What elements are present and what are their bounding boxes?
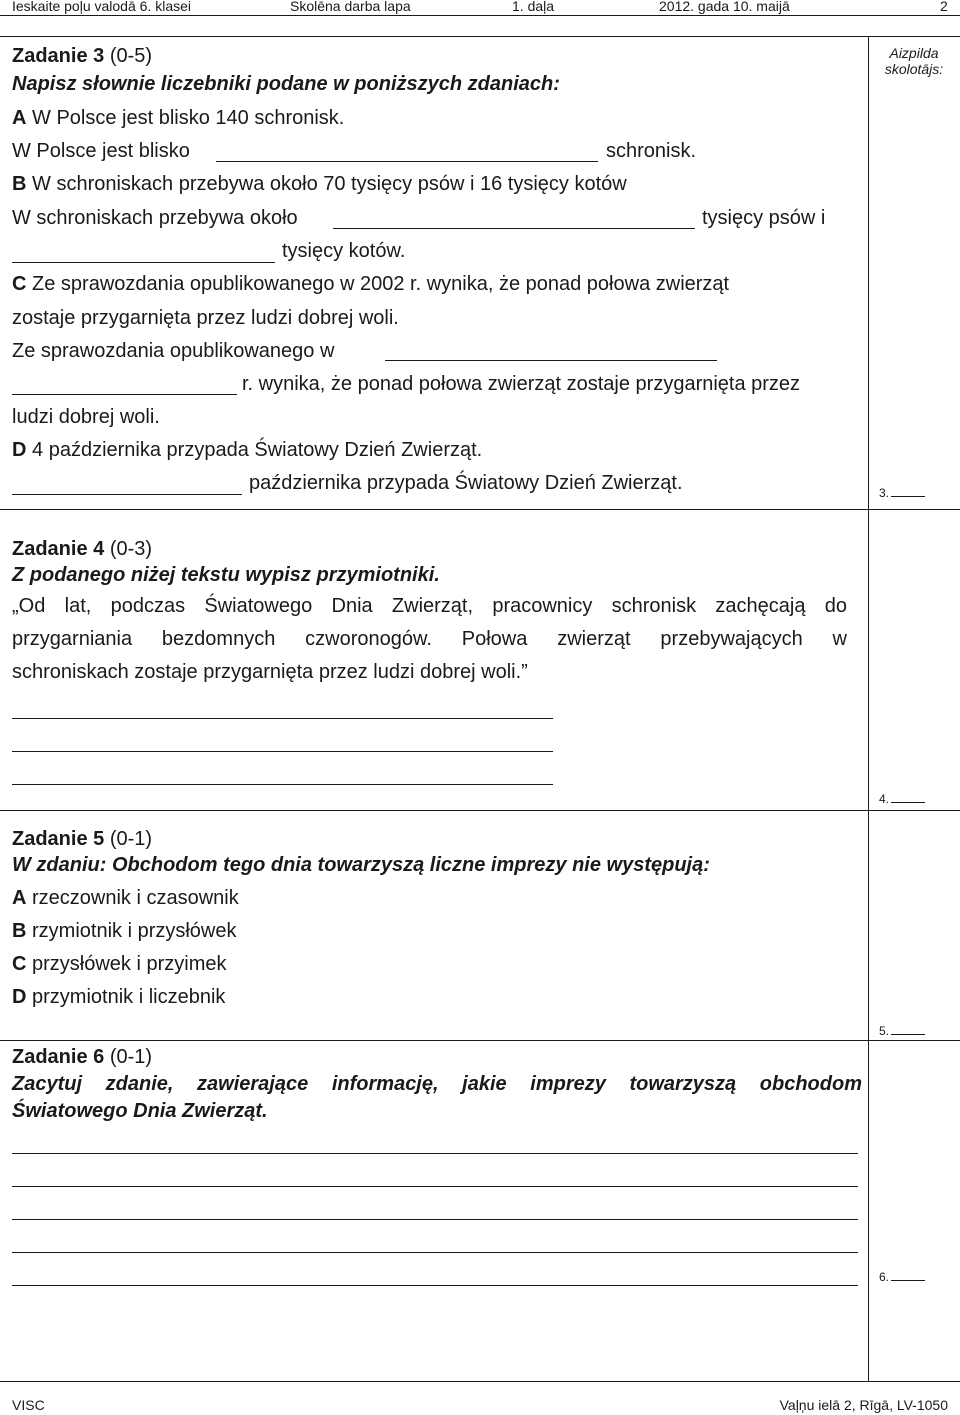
task3-c-fill-after-2: ludzi dobrej woli. bbox=[12, 406, 160, 428]
task3-item-b: B W schroniskach przebywa około 70 tysięcy psów i 16 tysięcy kotów bbox=[12, 173, 627, 195]
task3-d-answer-line[interactable] bbox=[12, 494, 242, 495]
task3-b-answer-line-1[interactable] bbox=[333, 228, 695, 229]
task4-separator bbox=[0, 810, 960, 811]
task6-answer-line-5[interactable] bbox=[12, 1285, 858, 1286]
task3-title: Zadanie 3 bbox=[12, 45, 105, 67]
task5-points: (0-1) bbox=[109, 828, 153, 850]
footer-rule bbox=[0, 1381, 960, 1382]
task6-points: (0-1) bbox=[109, 1046, 153, 1068]
task4-answer-line-2[interactable] bbox=[12, 751, 553, 752]
task4-text-line3: schroniskach zostaje przygarnięta przez ludzi dobrej woli.” bbox=[12, 661, 528, 683]
teacher-box-label bbox=[878, 45, 950, 77]
task6-score: 6. bbox=[879, 1268, 925, 1284]
teacher-box-line2: skolotājs: bbox=[884, 61, 944, 77]
task5-heading bbox=[12, 827, 152, 851]
header-date: 2012. gada 10. maijā bbox=[659, 0, 790, 14]
task3-c-text-2: zostaje przygarnięta przez ludzi dobrej woli. bbox=[12, 307, 399, 329]
header-booklet: Skolēna darba lapa bbox=[290, 0, 411, 14]
task4-answer-line-3[interactable] bbox=[12, 784, 553, 785]
task6-instruction-1: Zacytuj zdanie, zawierające informację, jakie imprezy towarzyszą obchodom bbox=[12, 1073, 862, 1095]
task5-option-b[interactable]: B rzymiotnik i przysłówek bbox=[12, 920, 237, 942]
task5-separator bbox=[0, 1040, 960, 1041]
task3-separator bbox=[0, 509, 960, 510]
task3-score-field[interactable] bbox=[891, 484, 925, 497]
teacher-box-line1: Aizpilda bbox=[889, 45, 939, 61]
task6-title: Zadanie 6 bbox=[12, 1046, 105, 1068]
task5-instruction: W zdaniu: Obchodom tego dnia towarzyszą liczne imprezy nie występują: bbox=[12, 854, 710, 876]
header-page-number: 2 bbox=[940, 0, 948, 14]
task4-instruction: Z podanego niżej tekstu wypisz przymiotniki. bbox=[12, 564, 440, 586]
footer-org: VISC bbox=[12, 1397, 45, 1413]
task3-a-answer-line[interactable] bbox=[216, 161, 598, 162]
task5-score-field[interactable] bbox=[891, 1022, 925, 1035]
task6-answer-line-1[interactable] bbox=[12, 1153, 858, 1154]
header-subject: Ieskaite poļu valodā 6. klasei bbox=[12, 0, 191, 14]
task6-score-field[interactable] bbox=[891, 1268, 925, 1281]
content-top-rule bbox=[0, 36, 960, 37]
task3-heading bbox=[12, 44, 152, 68]
task5-option-d[interactable]: D przymiotnik i liczebnik bbox=[12, 986, 226, 1008]
task4-score: 4. bbox=[879, 790, 925, 806]
task3-item-a: A W Polsce jest blisko 140 schronisk. bbox=[12, 107, 345, 129]
task6-instruction-2: Światowego Dnia Zwierząt. bbox=[12, 1100, 268, 1122]
task6-answer-line-2[interactable] bbox=[12, 1186, 858, 1187]
header-part: 1. daļa bbox=[512, 0, 555, 14]
task3-points: (0-5) bbox=[109, 45, 153, 67]
task3-a-fill-after: schronisk. bbox=[606, 140, 697, 162]
task3-a-fill-before: W Polsce jest blisko bbox=[12, 140, 190, 162]
task4-text-line2: przygarniania bezdomnych czworonogów. Połowa zwierząt przebywających w bbox=[12, 628, 847, 650]
task5-title: Zadanie 5 bbox=[12, 828, 105, 850]
task4-score-field[interactable] bbox=[891, 790, 925, 803]
task3-b-answer-line-2[interactable] bbox=[12, 262, 275, 263]
task5-score: 5. bbox=[879, 1022, 925, 1038]
task6-answer-line-4[interactable] bbox=[12, 1252, 858, 1253]
task3-instruction: Napisz słownie liczebniki podane w poniższych zdaniach: bbox=[12, 73, 560, 95]
task5-option-c[interactable]: C przysłówek i przyimek bbox=[12, 953, 227, 975]
task3-b-fill-mid: tysięcy psów i bbox=[702, 207, 826, 229]
footer-address: Vaļņu ielā 2, Rīgā, LV-1050 bbox=[779, 1397, 948, 1413]
task3-b-fill-before: W schroniskach przebywa około bbox=[12, 207, 298, 229]
task6-answer-line-3[interactable] bbox=[12, 1219, 858, 1220]
task3-item-c: C Ze sprawozdania opublikowanego w 2002 r. wynika, że ponad połowa zwierząt bbox=[12, 273, 730, 295]
task3-score: 3. bbox=[879, 484, 925, 500]
task6-heading bbox=[12, 1045, 152, 1069]
task5-option-a[interactable]: A rzeczownik i czasownik bbox=[12, 887, 239, 909]
header-rule bbox=[0, 15, 960, 16]
task4-heading bbox=[12, 537, 152, 561]
task3-c-answer-line-1[interactable] bbox=[385, 360, 717, 361]
task3-c-fill-before: Ze sprawozdania opublikowanego w bbox=[12, 340, 335, 362]
task3-c-fill-after-1: r. wynika, że ponad połowa zwierząt zostaje przygarnięta przez bbox=[242, 373, 801, 395]
task4-points: (0-3) bbox=[109, 538, 153, 560]
task4-title: Zadanie 4 bbox=[12, 538, 105, 560]
task3-c-answer-line-2[interactable] bbox=[12, 394, 237, 395]
task3-d-fill-after: października przypada Światowy Dzień Zwierząt. bbox=[249, 472, 683, 494]
teacher-column-divider bbox=[868, 37, 869, 1381]
task3-item-d: D 4 października przypada Światowy Dzień Zwierząt. bbox=[12, 439, 483, 461]
task4-answer-line-1[interactable] bbox=[12, 718, 553, 719]
task4-text-line1: „Od lat, podczas Światowego Dnia Zwierząt, pracownicy schronisk zachęcają do bbox=[12, 595, 847, 617]
task3-b-fill-after: tysięcy kotów. bbox=[282, 240, 406, 262]
